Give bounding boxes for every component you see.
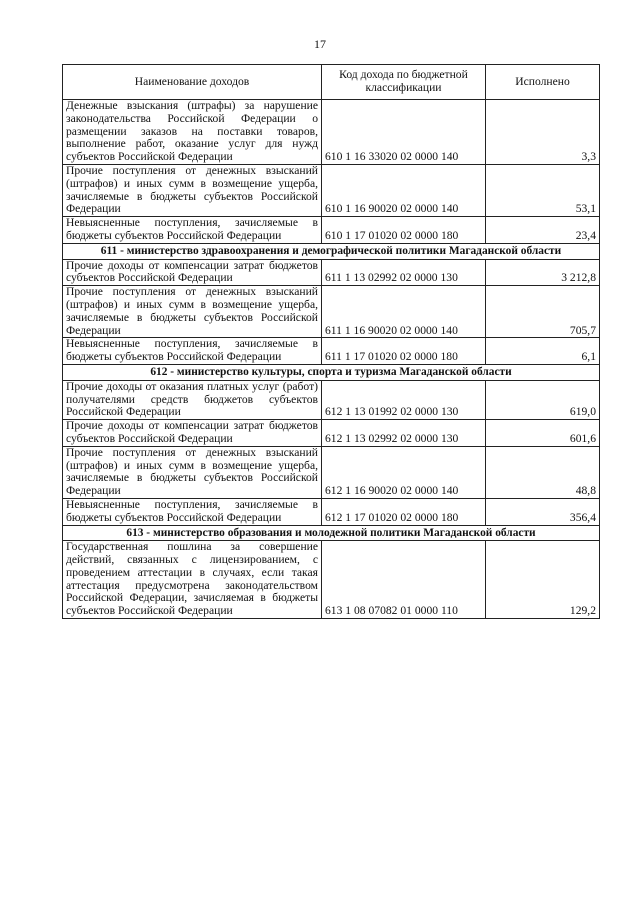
table-header: [63, 65, 600, 100]
table-row: [63, 259, 600, 286]
income-code: 610 1 16 33020 02 0000 140: [322, 100, 486, 165]
table-row: [63, 498, 600, 525]
income-name: Прочие доходы от оказания платных услуг (работ) получателями средств бюджетов субъектов Российской Федерации: [63, 380, 322, 419]
income-code: 611 1 16 90020 02 0000 140: [322, 286, 486, 338]
income-name: Прочие поступления от денежных взысканий (штрафов) и иных сумм в возмещение ущерба, зачисляемые в бюджеты субъектов Российской Федерации: [63, 286, 322, 338]
income-amount: 53,1: [486, 164, 600, 216]
income-amount: 356,4: [486, 498, 600, 525]
income-amount: 23,4: [486, 217, 600, 244]
income-name: Прочие поступления от денежных взысканий (штрафов) и иных сумм в возмещение ущерба, зачисляемые в бюджеты субъектов Российской Федерации: [63, 164, 322, 216]
table-row: [63, 541, 600, 619]
table-row: [63, 380, 600, 419]
header-row: [63, 65, 600, 100]
income-code: 612 1 17 01020 02 0000 180: [322, 498, 486, 525]
income-name: Денежные взыскания (штрафы) за нарушение законодательства Российской Федерации о размещении заказов на поставки товаров, выполнение работ, оказание услуг для нужд субъектов Российской Федерации: [63, 100, 322, 165]
income-amount: 601,6: [486, 420, 600, 447]
income-code: 611 1 13 02992 02 0000 130: [322, 259, 486, 286]
income-amount: 129,2: [486, 541, 600, 619]
section-row: [63, 525, 600, 541]
income-name: Прочие доходы от компенсации затрат бюджетов субъектов Российской Федерации: [63, 259, 322, 286]
income-name: Невыясненные поступления, зачисляемые в бюджеты субъектов Российской Федерации: [63, 498, 322, 525]
table-row: [63, 420, 600, 447]
page-number: 17: [314, 37, 326, 51]
income-name: Государственная пошлина за совершение действий, связанных с лицензированием, с проведением аттестации в случаях, если такая аттестация предусмотрена законодательством Российской Федерации, зачисляемая в бюджеты субъектов Российской Федерации: [63, 541, 322, 619]
income-name: Прочие доходы от компенсации затрат бюджетов субъектов Российской Федерации: [63, 420, 322, 447]
income-code: 612 1 13 01992 02 0000 130: [322, 380, 486, 419]
income-name: Невыясненные поступления, зачисляемые в бюджеты субъектов Российской Федерации: [63, 217, 322, 244]
header-name: Наименование доходов: [63, 65, 322, 100]
income-code: 612 1 13 02992 02 0000 130: [322, 420, 486, 447]
section-title: 611 - министерство здравоохранения и демографической политики Магаданской области: [63, 243, 600, 259]
table-row: [63, 164, 600, 216]
income-code: 613 1 08 07082 01 0000 110: [322, 541, 486, 619]
income-code: 610 1 17 01020 02 0000 180: [322, 217, 486, 244]
income-code: 612 1 16 90020 02 0000 140: [322, 446, 486, 498]
income-code: 610 1 16 90020 02 0000 140: [322, 164, 486, 216]
income-amount: 619,0: [486, 380, 600, 419]
header-code: Код дохода по бюджетной классификации: [322, 65, 486, 100]
table-row: [63, 100, 600, 165]
section-row: [63, 243, 600, 259]
table-row: [63, 286, 600, 338]
section-row: [63, 364, 600, 380]
income-name: Невыясненные поступления, зачисляемые в бюджеты субъектов Российской Федерации: [63, 338, 322, 365]
income-name: Прочие поступления от денежных взысканий (штрафов) и иных сумм в возмещение ущерба, зачисляемые в бюджеты субъектов Российской Федерации: [63, 446, 322, 498]
table-row: [63, 446, 600, 498]
income-amount: 6,1: [486, 338, 600, 365]
revenue-table: [62, 64, 600, 619]
section-title: 612 - министерство культуры, спорта и туризма Магаданской области: [63, 364, 600, 380]
income-amount: 3 212,8: [486, 259, 600, 286]
section-title: 613 - министерство образования и молодежной политики Магаданской области: [63, 525, 600, 541]
table-row: [63, 217, 600, 244]
table-row: [63, 338, 600, 365]
income-amount: 48,8: [486, 446, 600, 498]
income-amount: 3,3: [486, 100, 600, 165]
table-body: [63, 100, 600, 619]
income-amount: 705,7: [486, 286, 600, 338]
income-code: 611 1 17 01020 02 0000 180: [322, 338, 486, 365]
header-amount: Исполнено: [486, 65, 600, 100]
